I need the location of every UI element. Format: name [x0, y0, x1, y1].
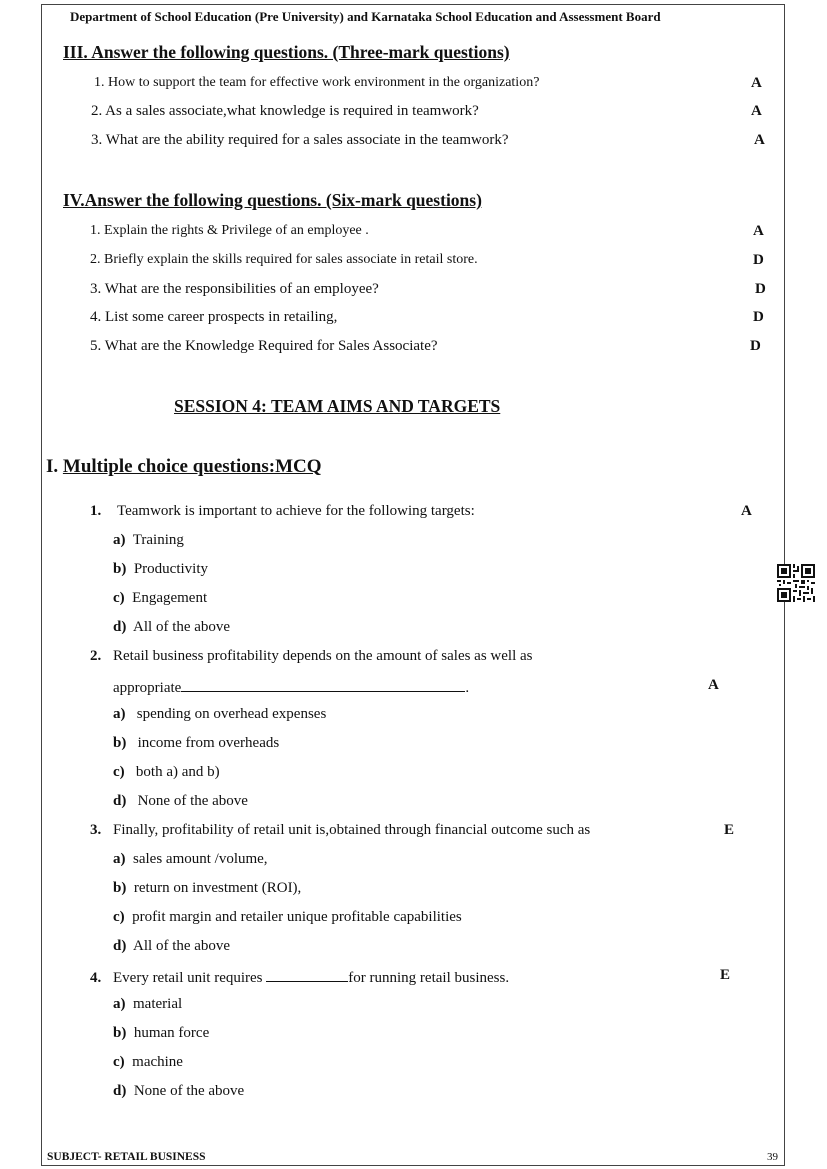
- section-three-title: III. Answer the following questions. (Three-mark questions): [63, 42, 510, 62]
- option-label: b): [113, 561, 127, 577]
- option-text: Engagement: [132, 590, 208, 606]
- sec3-answer-3: A: [754, 132, 765, 148]
- option-label: c): [113, 909, 125, 925]
- mcq-q4-option-d: [113, 1083, 244, 1100]
- mcq-heading: [46, 456, 322, 478]
- mcq-q3-option-b: [113, 880, 301, 897]
- page-header: Department of School Education (Pre University) and Karnataka School Education and Assessment Board: [70, 9, 661, 24]
- option-text: None of the above: [133, 1083, 245, 1099]
- mcq-question-1-number: 1.: [90, 503, 102, 519]
- sec4-question-3: 3. What are the responsibilities of an employee?: [90, 281, 379, 297]
- mcq-answer-2: A: [708, 677, 719, 693]
- option-text: profit margin and retailer unique profitable capabilities: [132, 909, 462, 925]
- mcq-question-4: [90, 967, 509, 987]
- footer-subject: SUBJECT- RETAIL BUSINESS: [47, 1151, 206, 1163]
- section-four-title: IV.Answer the following questions. (Six-mark questions): [63, 190, 482, 210]
- option-text: income from overheads: [137, 735, 280, 751]
- option-label: d): [113, 1083, 127, 1099]
- mcq-q2-option-a: [113, 706, 326, 723]
- mcq-q3-option-d: [113, 938, 230, 955]
- sec3-answer-1: A: [751, 75, 762, 91]
- mcq-answer-1: A: [741, 503, 752, 519]
- mcq-question-3: [90, 822, 590, 839]
- option-label: b): [113, 735, 127, 751]
- option-label: c): [113, 590, 125, 606]
- mcq-answer-3: E: [724, 822, 735, 838]
- mcq-q4-option-b: [113, 1025, 209, 1042]
- sec4-question-1: 1. Explain the rights & Privilege of an employee .: [90, 223, 369, 238]
- mcq-heading-title: Multiple choice questions:MCQ: [62, 456, 322, 477]
- mcq-question-3-text: Finally, profitability of retail unit is,obtained through financial outcome such as: [113, 822, 591, 838]
- mcq-question-4-text-before: Every retail unit requires: [113, 970, 263, 986]
- option-text: None of the above: [137, 793, 248, 809]
- option-label: b): [113, 880, 127, 896]
- sec3-question-3: 3. What are the ability required for a sales associate in the teamwork?: [91, 132, 509, 148]
- option-label: c): [113, 764, 125, 780]
- mcq-q1-option-a: [113, 532, 184, 549]
- sec4-answer-5: D: [750, 338, 761, 354]
- sec4-answer-3: D: [755, 281, 766, 297]
- page-border: [41, 4, 785, 1166]
- mcq-question-2-text-2: appropriate: [113, 680, 182, 696]
- option-text: human force: [133, 1025, 210, 1041]
- mcq-q2-option-b: [113, 735, 279, 752]
- answer-blank: [181, 677, 465, 692]
- mcq-question-2-line-2: [113, 677, 469, 697]
- mcq-question-2: [90, 648, 533, 665]
- sec4-question-2: 2. Briefly explain the skills required for sales associate in retail store.: [90, 252, 478, 267]
- answer-blank: [266, 967, 348, 982]
- option-text: return on investment (ROI),: [133, 880, 302, 896]
- mcq-question-2-period: .: [465, 680, 470, 696]
- option-text: Training: [132, 532, 184, 548]
- option-label: a): [113, 851, 126, 867]
- option-text: Productivity: [133, 561, 209, 577]
- mcq-q1-option-d: [113, 619, 230, 636]
- option-label: a): [113, 996, 126, 1012]
- mcq-q2-option-c: [113, 764, 220, 781]
- mcq-question-1-text: Teamwork is important to achieve for the following targets:: [117, 503, 475, 519]
- option-label: a): [113, 706, 126, 722]
- option-text: material: [133, 996, 183, 1012]
- mcq-heading-prefix: I.: [46, 456, 59, 477]
- mcq-q3-option-c: [113, 909, 462, 926]
- mcq-question-4-number: 4.: [90, 970, 102, 986]
- mcq-q1-option-c: [113, 590, 207, 607]
- mcq-question-2-number: 2.: [90, 648, 102, 664]
- session-heading: SESSION 4: TEAM AIMS AND TARGETS: [174, 396, 501, 416]
- mcq-q2-option-d: [113, 793, 248, 810]
- sec4-answer-4: D: [753, 309, 764, 325]
- mcq-q3-option-a: [113, 851, 268, 868]
- option-label: d): [113, 793, 127, 809]
- sec3-answer-2: A: [751, 103, 762, 119]
- sec4-question-4: 4. List some career prospects in retailing,: [90, 309, 338, 325]
- mcq-answer-4: E: [720, 967, 731, 983]
- mcq-question-3-number: 3.: [90, 822, 102, 838]
- option-label: c): [113, 1054, 125, 1070]
- mcq-q4-option-c: [113, 1054, 183, 1071]
- footer-page-number: 39: [767, 1151, 778, 1163]
- mcq-q4-option-a: [113, 996, 182, 1013]
- sec4-answer-2: D: [753, 252, 764, 268]
- option-label: a): [113, 532, 126, 548]
- option-text: both a) and b): [135, 764, 220, 780]
- mcq-q1-option-b: [113, 561, 208, 578]
- option-text: machine: [132, 1054, 183, 1070]
- option-label: b): [113, 1025, 127, 1041]
- option-text: sales amount /volume,: [133, 851, 268, 867]
- option-text: spending on overhead expenses: [136, 706, 327, 722]
- option-text: All of the above: [133, 938, 231, 954]
- mcq-question-2-text: Retail business profitability depends on the amount of sales as well as: [113, 648, 533, 664]
- mcq-question-4-text-after: for running retail business.: [348, 970, 510, 986]
- qr-code-icon: [777, 564, 815, 602]
- sec3-question-2: 2. As a sales associate,what knowledge is required in teamwork?: [91, 103, 479, 119]
- sec4-question-5: 5. What are the Knowledge Required for Sales Associate?: [90, 338, 438, 354]
- sec4-answer-1: A: [753, 223, 764, 239]
- option-label: d): [113, 619, 127, 635]
- option-text: All of the above: [133, 619, 231, 635]
- mcq-question-1: [90, 503, 475, 520]
- sec3-question-1: 1. How to support the team for effective work environment in the organization?: [94, 75, 540, 90]
- option-label: d): [113, 938, 127, 954]
